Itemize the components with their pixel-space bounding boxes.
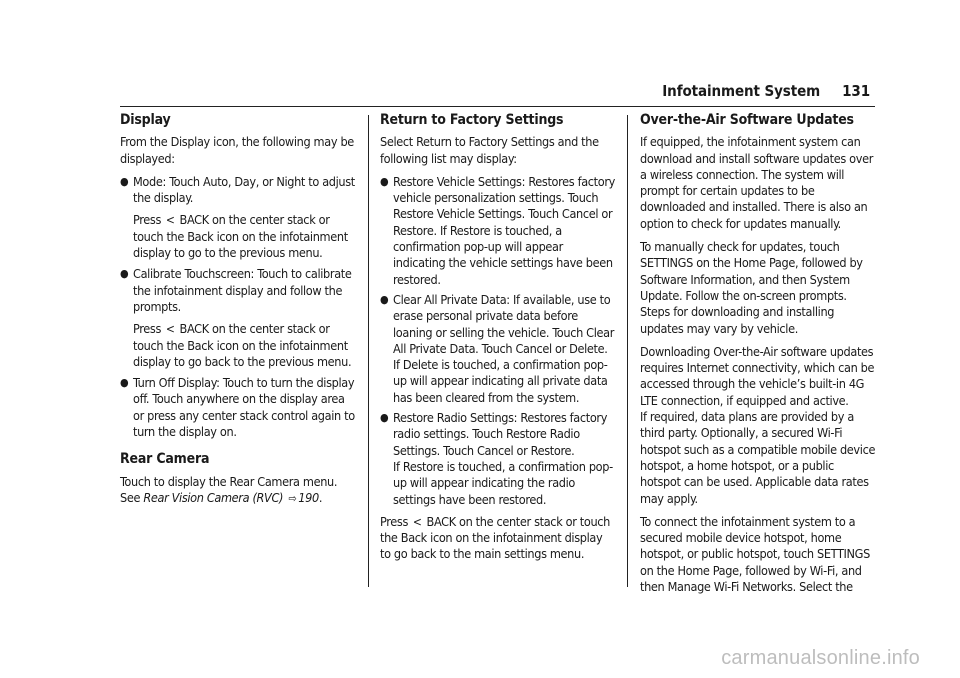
list-item: ● Calibrate Touchscreen: Touch to calibrate the infotainment display and follow the prompts. Press < BACK on the center stack or touch the Back icon on the infotainment display to go back to the previous menu.	[120, 266, 356, 370]
press-back-note: Press < BACK on the center stack or touch the Back icon on the infotainment display to go back to the previous menu.	[133, 321, 352, 369]
rear-camera-text: Touch to display the Rear Camera menu. See Rear Vision Camera (RVC) ⇨ 190.	[120, 473, 338, 505]
watermark: carmanualsonline.info	[721, 647, 920, 669]
press-back-note: Press < BACK on the center stack or touch the Back icon on the infotainment display to go back to the main settings menu.	[380, 513, 610, 562]
cross-reference-link[interactable]: Rear Vision Camera (RVC)	[143, 489, 284, 505]
press-back-note: Press < BACK on the center stack or touch the Back icon on the infotainment display to go to the previous menu.	[133, 212, 348, 261]
column-left	[120, 112, 356, 514]
bullet-icon: ●	[380, 174, 389, 188]
page-header	[662, 82, 870, 100]
bullet-icon: ●	[120, 174, 129, 188]
column-right	[640, 112, 876, 602]
factory-settings-list	[380, 174, 616, 508]
section-heading-ota-updates: Over-the-Air Software Updates	[640, 112, 854, 128]
page-number: 131	[842, 82, 870, 100]
list-item: ● Restore Radio Settings: Restores factory radio settings. Touch Restore Radio Settings. Touch Cancel or Restore. If Restore is touched, a confirmation pop-up will appear indicating the radio settings have been restored.	[380, 410, 613, 507]
display-list	[120, 174, 356, 440]
display-intro: From the Display icon, the following may be displayed:	[120, 134, 354, 166]
list-item: ● Turn Off Display: Touch to turn the display off. Touch anywhere on the display area or press any center stack control again to turn the display on.	[120, 375, 355, 440]
column-divider	[368, 115, 369, 587]
bullet-icon: ●	[120, 376, 129, 390]
section-heading-rear-camera: Rear Camera	[120, 451, 210, 468]
list-item: ● Mode: Touch Auto, Day, or Night to adjust the display. Press < BACK on the center stack or touch the Back icon on the infotainment display to go to the previous menu.	[120, 173, 355, 261]
running-title: Infotainment System	[662, 82, 821, 100]
list-item: ● Clear All Private Data: If available, use to erase personal private data before loaning or selling the vehicle. Touch Clear All Private Data. Touch Cancel or Delete. If Delete is touched, a confirmation pop-up will appear indicating all private data has been cleared from the system.	[380, 291, 615, 405]
list-item: ● Restore Vehicle Settings: Restores factory vehicle personalization settings. Touch Restore Vehicle Settings. Touch Cancel or Restore. If Restore is touched, a confirmation pop-up will appear indicating the vehicle settings have been restored.	[380, 173, 616, 287]
column-middle	[380, 112, 616, 568]
paragraph: If equipped, the infotainment system can download and install software updates over a wireless connection. The system will prompt for certain updates to be downloaded and installed. There is also an option to check for updates manually.	[640, 134, 873, 231]
page-ref-arrow-icon: ⇨	[288, 491, 297, 505]
column-divider	[627, 115, 628, 587]
cross-reference-page[interactable]: 190	[298, 489, 319, 505]
bullet-icon: ●	[380, 292, 389, 306]
paragraph: Downloading Over-the-Air software updates requires Internet connectivity, which can be accessed through the vehicle’s built-in 4G LTE connection, if equipped and active. If required, data plans are provided by a third party. Optionally, a secured Wi-Fi hotspot such as a compatible mobile device hotspot, a home hotspot, or a public hotspot can be used. Applicable data rates may apply.	[640, 343, 876, 506]
section-heading-factory-settings: Return to Factory Settings	[380, 112, 564, 128]
back-chevron-icon: <	[412, 514, 422, 529]
header-rule	[120, 106, 875, 107]
section-heading-display: Display	[120, 112, 171, 128]
factory-settings-intro: Select Return to Factory Settings and the following list may display:	[380, 134, 599, 166]
paragraph: To connect the infotainment system to a secured mobile device hotspot, home hotspot, or public hotspot, touch SETTINGS on the Home Page, followed by Wi-Fi, and then Manage Wi-Fi Networks. Select the	[640, 513, 870, 595]
bullet-icon: ●	[380, 411, 389, 425]
bullet-icon: ●	[120, 267, 129, 281]
paragraph: To manually check for updates, touch SETTINGS on the Home Page, followed by Software Information, and then System Update. Follow the on-screen prompts. Steps for downloading and installing updates may vary by vehicle.	[640, 239, 863, 336]
back-chevron-icon: <	[165, 322, 175, 337]
back-chevron-icon: <	[165, 213, 175, 228]
